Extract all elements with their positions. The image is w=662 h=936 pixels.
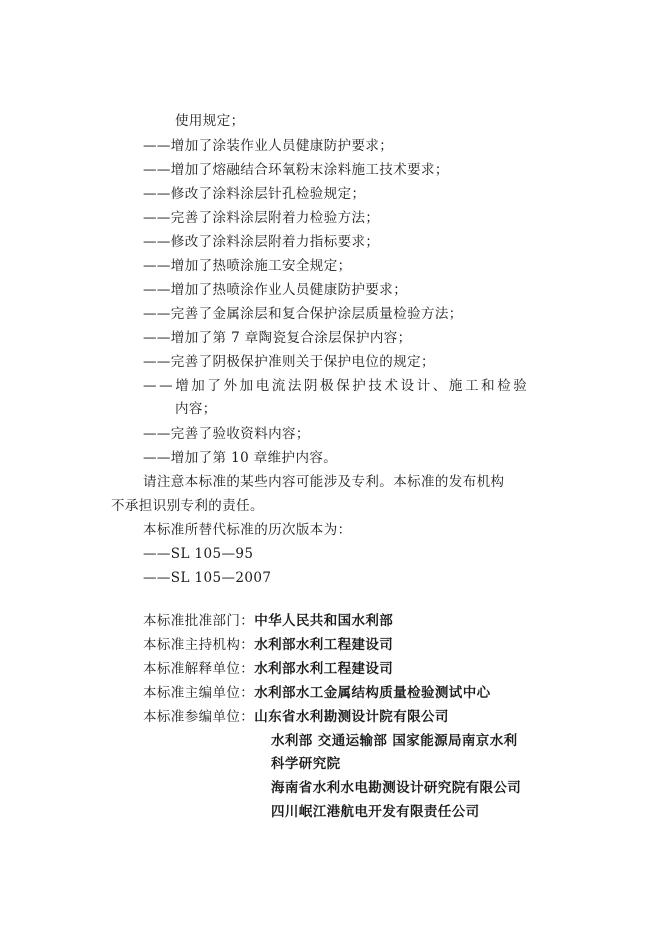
credit-label: 本标准批准部门： xyxy=(143,613,255,629)
credit-label: 本标准主持机构： xyxy=(143,637,255,653)
credit-value: 水利部水工金属结构质量检验测试中心 xyxy=(254,685,491,701)
credit-label: 本标准主编单位： xyxy=(143,685,255,701)
change-item: ——增加了第 10 章维护内容。 xyxy=(143,450,338,466)
credit-value: 水利部水利工程建设司 xyxy=(254,661,394,677)
change-item: ——增加了第 7 章陶瓷复合涂层保护内容； xyxy=(143,330,412,346)
credit-value: 山东省水利勘测设计院有限公司 xyxy=(254,709,449,725)
change-item: ——增加了涂装作业人员健康防护要求； xyxy=(143,138,394,154)
credit-label: 本标准参编单位： xyxy=(143,709,255,725)
change-item: ——完善了阴极保护准则关于保护电位的规定； xyxy=(143,354,435,370)
change-item: ——修改了涂料涂层针孔检验规定； xyxy=(143,186,366,202)
history-version: ——SL 105—95 xyxy=(143,546,254,562)
change-item: ——完善了涂料涂层附着力检验方法； xyxy=(143,210,380,226)
participant-unit: 水利部 交通运输部 国家能源局南京水利 xyxy=(271,733,518,749)
participant-unit: 科学研究院 xyxy=(271,756,341,772)
change-item: ——增加了外加电流法阴极保护技术设计、施工和检验 xyxy=(143,378,530,394)
credit-row xyxy=(143,636,393,654)
credit-row xyxy=(143,708,449,726)
credit-label: 本标准解释单位： xyxy=(143,661,255,677)
change-item: ——完善了金属涂层和复合保护涂层质量检验方法； xyxy=(143,306,463,322)
credit-row xyxy=(143,684,491,702)
credit-value: 水利部水利工程建设司 xyxy=(254,637,394,653)
participant-unit: 海南省水利水电勘测设计研究院有限公司 xyxy=(271,780,522,796)
change-item: ——增加了热喷涂作业人员健康防护要求； xyxy=(143,282,408,298)
patent-notice-line: 不承担识别专利的责任。 xyxy=(111,498,264,514)
history-version: ——SL 105—2007 xyxy=(143,570,272,586)
change-item: ——完善了验收资料内容； xyxy=(143,426,310,442)
change-item: ——修改了涂料涂层附着力指标要求； xyxy=(143,234,380,250)
credit-value: 中华人民共和国水利部 xyxy=(254,613,394,629)
participant-unit: 四川岷江港航电开发有限责任公司 xyxy=(271,804,480,820)
change-item: ——增加了热喷涂施工安全规定； xyxy=(143,258,352,274)
continuation-line: 使用规定； xyxy=(175,113,245,129)
credit-row xyxy=(143,660,393,678)
change-item: ——增加了熔融结合环氧粉末涂料施工技术要求； xyxy=(143,162,449,178)
history-intro: 本标准所替代标准的历次版本为： xyxy=(143,522,352,538)
credit-row xyxy=(143,612,393,630)
change-item-continuation: 内容； xyxy=(175,401,217,417)
patent-notice-line: 请注意本标准的某些内容可能涉及专利。本标准的发布机构 xyxy=(143,474,505,490)
